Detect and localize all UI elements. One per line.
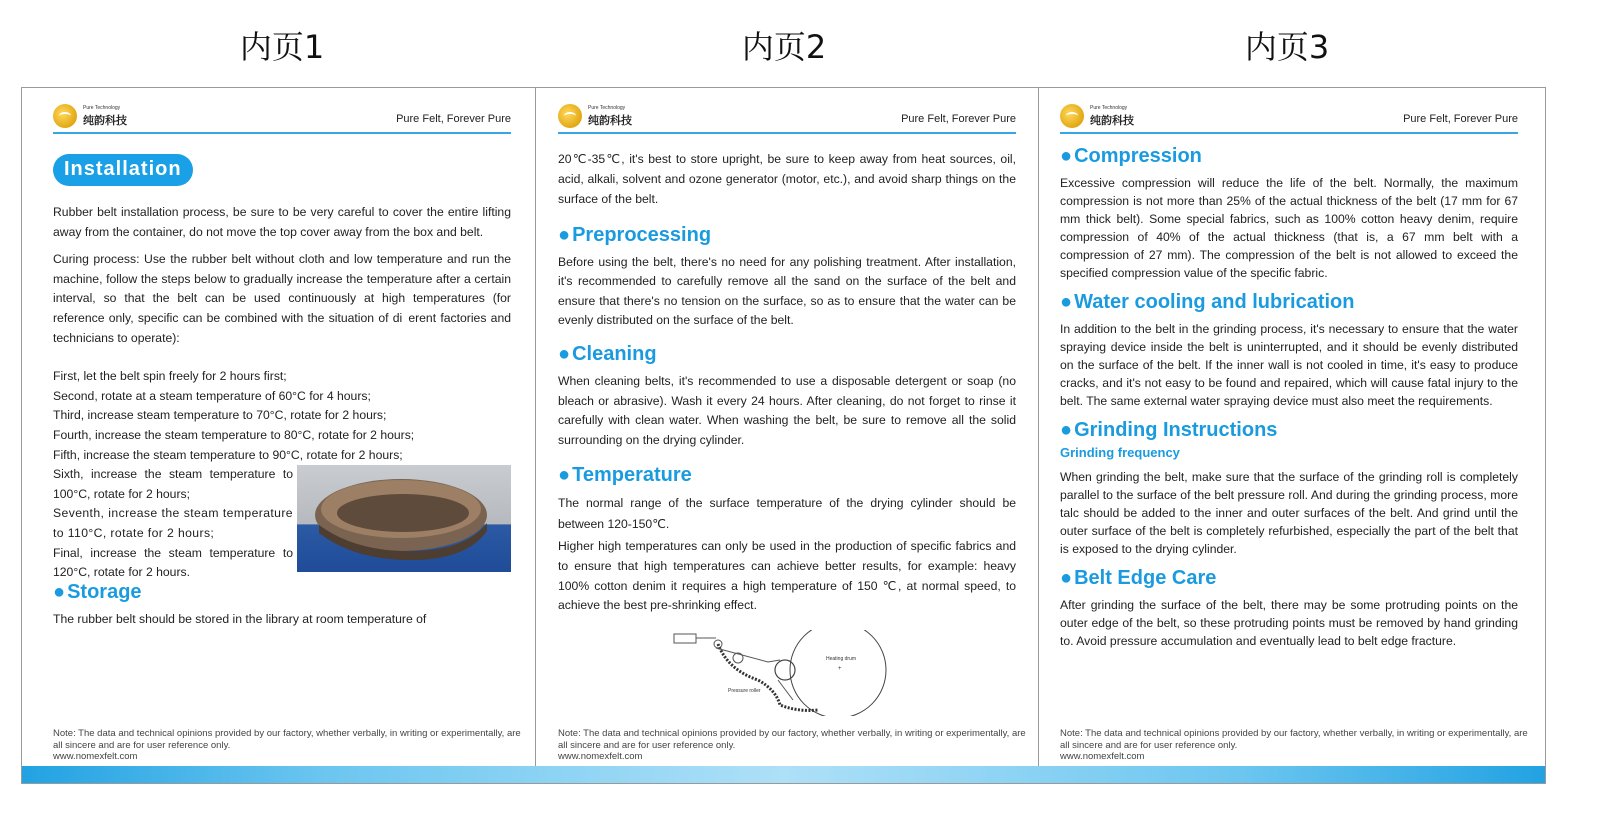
slogan: Pure Felt, Forever Pure (901, 113, 1016, 125)
temperature-title: ● Temperature (558, 464, 692, 487)
panel-header (558, 102, 1016, 134)
compression-title: ● Compression (1060, 145, 1202, 167)
belt-edge-paragraph: After grinding the surface of the belt, there may be some protruding points on the outer edge of the belt, so these protruding points must be removed by hand grinding to. Avoid pressure accumulation and eventually lead to belt edge fracture. (1060, 597, 1518, 648)
grinding-title: ● Grinding Instructions (1060, 419, 1278, 442)
storage-continued-paragraph: 20℃-35℃, it's best to store upright, be sure to keep away from heat sources, oil, acid, alkali, solvent and ozone generator (motor, etc.), and avoid sharp things on the surface of the belt. (558, 152, 1016, 207)
logo-chinese: 纯韵科技 (1090, 114, 1134, 127)
temperature-paragraph-2: Higher high temperatures can only be used in the production of specific fabrics and to ensure that high temperatures can achieve better results, for example: heavy 100% cotton denim it requires a high temperature of 150 ℃, at normal speed, to achieve the best pre-shrinking effect. (558, 539, 1016, 613)
logo-english: Pure Technology (83, 105, 121, 111)
step-item: Seventh, increase the steam temperature to 110°C, rotate for 2 hours; (53, 506, 293, 540)
preprocessing-title-text: Preprocessing (572, 223, 712, 246)
temperature-paragraph-1: The normal range of the surface temperature of the drying cylinder should be between 120-150℃. (558, 496, 1016, 532)
page-heading-3: 内页3 (1244, 28, 1330, 66)
step-item: Final, increase the steam temperature to 120°C, rotate for 2 hours. (53, 545, 293, 580)
company-logo (1060, 104, 1170, 130)
logo-icon (1060, 104, 1084, 128)
page-heading-1: 内页1 (239, 28, 325, 66)
belt-edge-title: ● Belt Edge Care (1060, 566, 1217, 589)
panel-body (1060, 145, 1518, 650)
footer-website: www.nomexfelt.com (53, 751, 138, 762)
footer-disclaimer: Note: The data and technical opinions provided by our factory, whether verbally, in writing or experimentally, are all sincere and are for user reference only. (1060, 728, 1528, 751)
brochure-frame (21, 87, 1546, 784)
page-heading-2: 内页2 (741, 28, 827, 66)
step-item: Fifth, increase the steam temperature to 90°C, rotate for 2 hours; (53, 447, 403, 462)
steps-list (53, 367, 511, 465)
logo-english: Pure Technology (1090, 105, 1128, 111)
compression-title-text: Compression (1074, 145, 1202, 167)
footer-note (558, 728, 1028, 763)
water-cooling-title: ● Water cooling and lubrication (1060, 290, 1355, 313)
footer-website: www.nomexfelt.com (558, 751, 643, 762)
water-cooling-paragraph: In addition to the belt in the grinding process, it's necessary to ensure that the water spraying device inside the belt is uninterrupted, and it should be evenly distributed on the surface of the belt. If the inner wall is not cooled in time, it's easy to produce cracks, and it's not easy to be found and repaired, which will cause fatal injury to the belt. The same external water spraying device must also meet the requirements. (1060, 321, 1518, 408)
grinding-title-text: Grinding Instructions (1074, 419, 1278, 442)
curing-paragraph: Curing process: Use the rubber belt without cloth and low temperature and run the machine, follow the steps below to gradually increase the temperature after a certain interval, so that the belt can be used continuously at high temperatures (for reference only, specific can be combined with the situation of di erent factories and technicians to operate): (53, 252, 511, 345)
company-logo (558, 104, 668, 130)
temperature-title-text: Temperature (572, 464, 692, 487)
grinding-subtitle: Grinding frequency (1060, 445, 1180, 461)
panel-header (53, 102, 511, 134)
footer-note (53, 728, 523, 763)
compression-paragraph: Excessive compression will reduce the life of the belt. Normally, the maximum compression is not more than 25% of the actual thickness of the belt (17 mm for 67 mm thick belt). Some special fabrics, such as 100% cotton heavy denim, require compression of 40% of the actual thickness (that is, a 67 mm belt with a compression of 27 mm). The compression of the belt is not allowed to exceed the specified compression value of the specific fabric. (1060, 176, 1518, 281)
cleaning-paragraph: When cleaning belts, it's recommended to use a disposable detergent or soap (no bleach or abrasive). Wash it every 24 hours. After cleaning, do not forget to rinse it carefully with clean water. When washing the belt, be sure to remove all the solid surrounding on the drying cylinder. (558, 373, 1016, 447)
panel-header (1060, 102, 1518, 134)
footer-disclaimer: Note: The data and technical opinions provided by our factory, whether verbally, in writing or experimentally, are all sincere and are for user reference only. (558, 728, 1026, 751)
slogan: Pure Felt, Forever Pure (1403, 113, 1518, 125)
logo-icon (53, 104, 77, 128)
storage-paragraph: The rubber belt should be stored in the library at room temperature of (53, 612, 427, 627)
belt-photo (297, 465, 511, 572)
company-logo (53, 104, 163, 130)
panel-body (558, 149, 1016, 716)
steps-with-photo (53, 465, 511, 583)
footer-disclaimer: Note: The data and technical opinions provided by our factory, whether verbally, in writing or experimentally, are all sincere and are for user reference only. (53, 728, 521, 751)
panel-page-3 (1029, 88, 1546, 768)
belt-edge-title-text: Belt Edge Care (1074, 566, 1217, 589)
diagram-label-roller: Pressure roller (728, 687, 761, 694)
step-item: Third, increase steam temperature to 70°C, rotate for 2 hours; (53, 408, 387, 423)
logo-english: Pure Technology (588, 105, 626, 111)
logo-chinese: 纯韵科技 (588, 114, 632, 127)
step-item: First, let the belt spin freely for 2 hours first; (53, 369, 287, 384)
logo-chinese: 纯韵科技 (83, 114, 127, 127)
cleaning-title-text: Cleaning (572, 342, 657, 365)
preprocessing-paragraph: Before using the belt, there's no need for any polishing treatment. After installation, it's recommended to carefully remove all the sand on the surface of the belt and ensure that there's no tension on the surface, so as to ensure that the water can be evenly distributed on the surface of the belt. (558, 254, 1016, 328)
panel-page-1 (22, 88, 535, 768)
panel-page-2 (527, 88, 1030, 768)
storage-title: ● Storage (53, 581, 142, 604)
water-cooling-title-text: Water cooling and lubrication (1074, 290, 1355, 313)
svg-text:+: + (838, 665, 842, 672)
step-item: Fourth, increase the steam temperature to 80°C, rotate for 2 hours; (53, 427, 415, 442)
cleaning-title: ● Cleaning (558, 342, 657, 365)
bottom-color-band (22, 766, 1545, 783)
steps-wrapped (53, 465, 293, 583)
footer-website: www.nomexfelt.com (1060, 751, 1145, 762)
installation-title: Installation (53, 154, 193, 186)
grinding-paragraph: When grinding the belt, make sure that the surface of the grinding roll is completely parallel to the surface of the belt pressure roll. And during the grinding process, more talc should be added to the inner and outer surfaces of the belt. And grind until the outer surface of the belt is completely refurbished, especially the part of the belt that is exposed to the drying cylinder. (1060, 470, 1518, 557)
preprocessing-title: ● Preprocessing (558, 223, 712, 246)
panel-body (53, 150, 511, 630)
logo-icon (558, 104, 582, 128)
step-item: Second, rotate at a steam temperature of 60°C for 4 hours; (53, 388, 371, 403)
storage-title-text: Storage (67, 581, 142, 604)
install-paragraph: Rubber belt installation process, be sure to be very careful to cover the entire lifting away from the container, do not move the top cover away from the box and belt. (53, 205, 511, 239)
slogan: Pure Felt, Forever Pure (396, 113, 511, 125)
diagram-label-drum: Heating drum (826, 655, 857, 662)
pressure-diagram (668, 630, 898, 716)
step-item: Sixth, increase the steam temperature to 100°C, rotate for 2 hours; (53, 467, 293, 501)
footer-note (1060, 728, 1530, 763)
